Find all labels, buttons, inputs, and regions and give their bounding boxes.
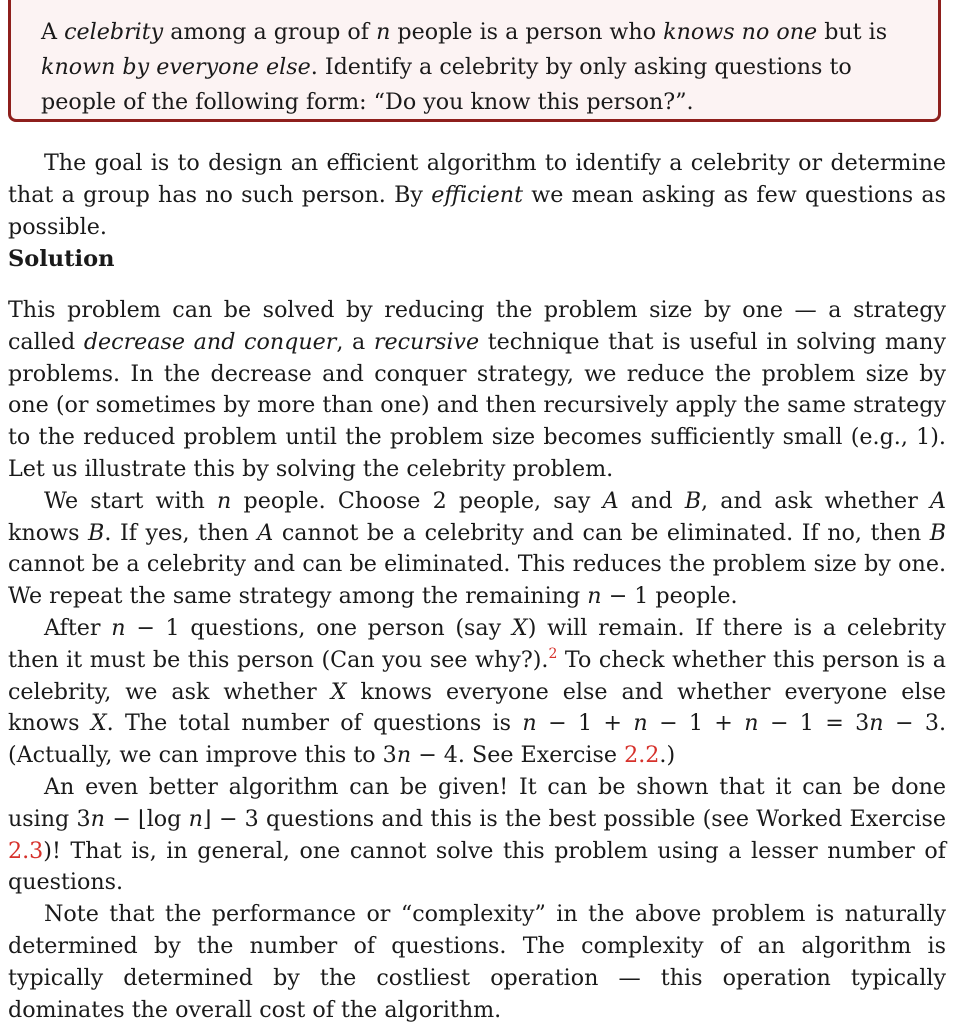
math-var: X [511,614,528,641]
emphasis-knows-no-one: knows no one [663,19,818,45]
paragraph-decrease-and-conquer [8,295,946,486]
emphasis-recursive: recursive [373,328,480,355]
exercise-link[interactable]: 2.2 [624,742,660,769]
math-var: n [188,805,203,832]
paragraph-better-algorithm [8,772,946,899]
text: people. Choose 2 people, say [231,487,603,514]
text: ⌋ − 3 questions and this is the best possible (see Worked Exercise [202,805,946,832]
text: The goal is to design an efficient algorithm to identify a celebrity or determine that a group has no such person. By [8,150,946,208]
math-var: n [869,710,884,737]
text: knows [8,519,89,546]
paragraph-start-with-n [8,486,946,613]
text: We start with [44,487,218,514]
math-var: A [602,487,619,514]
text: .) [659,742,676,769]
text: After [44,614,112,641]
math-var: n [90,805,105,832]
math-var: X [330,678,347,705]
text: people is a person who [390,19,664,45]
paragraph-complexity: Note that the performance or “complexity” in the above problem is naturally determined by the number of questions. The complexity of an algorithm is typically determined by the costliest operation — this operation typically dominates the overall cost of the algorithm. [8,901,946,1023]
text: This problem can be solved by reducing the problem size by one — a strategy called [8,297,946,355]
text: . If yes, then [104,519,258,546]
goal-paragraph [8,148,946,243]
math-var: A [929,487,947,514]
text: , and ask whether [701,487,930,514]
emphasis-efficient: efficient [431,181,524,208]
text: but is [817,19,888,45]
text: An even better algorithm can be given! It can be shown that it can be done using 3 [8,773,946,832]
text: . Identify a celebrity by only asking questions to people of the following form: “Do you know this person?”. [41,54,852,115]
text: − ⌊log [104,805,189,832]
math-var: n [217,487,232,514]
math-var: B [88,519,105,546]
emphasis-celebrity: celebrity [64,19,164,45]
text: we mean asking as few questions as possible. [8,181,946,240]
text: technique that is useful in solving many problems. In the decrease and conquer strategy, we reduce the problem size by one (or sometimes by more than one) and then recursively apply the same strategy to the reduced problem until the problem size becomes sufficiently small (e.g., 1). Let us illustrate this by solving the celebrity problem. [8,328,946,482]
text: A [41,19,65,45]
math-var: n [111,614,126,641]
emphasis-decrease-and-conquer: decrease and conquer [83,328,337,355]
math-var: B [684,487,702,514]
text: − 1 people. [601,583,738,610]
text: cannot be a celebrity and can be eliminated. This reduces the problem size by one. We repeat the same strategy among the remaining [8,551,946,610]
solution-heading: Solution [8,246,115,272]
text: and [618,487,685,514]
text: )! That is, in general, one cannot solve this problem using a lesser number of questions. [8,837,946,896]
math-var: X [90,710,107,737]
text: knows everyone else and whether everyone else knows [8,678,946,737]
math-var: n [633,710,648,737]
text: − 1 = 3 [758,710,870,737]
math-var: n [522,710,537,737]
text: − 1 questions, one person (say [125,614,512,641]
math-var: n [396,742,412,769]
text: − 3. (Actually, we can improve this to 3 [8,710,946,769]
text: − 4. See Exercise [411,742,625,769]
math-var: n [587,583,602,610]
footnote-link[interactable]: 2 [548,645,558,662]
problem-statement-box [8,0,941,122]
emphasis-known-by-everyone: known by everyone else [41,54,311,80]
text: among a group of [163,19,377,45]
text: , a [336,328,374,355]
math-var: A [257,519,274,546]
paragraph-after-n-minus-1 [8,613,946,772]
text: − 1 + [647,710,745,737]
text: − 1 + [536,710,634,737]
text: To check whether this person is a celebrity, we ask whether [8,646,947,705]
math-var: B [929,519,946,546]
worked-exercise-link[interactable]: 2.3 [8,837,44,864]
text: cannot be a celebrity and can be eliminated. If no, then [273,519,930,546]
math-var: n [744,710,759,737]
text: . The total number of questions is [106,710,523,737]
text: ) will remain. If there is a celebrity then it must be this person (Can you see why?). [8,614,946,673]
solution-body [8,295,946,1026]
math-n: n [376,19,391,45]
